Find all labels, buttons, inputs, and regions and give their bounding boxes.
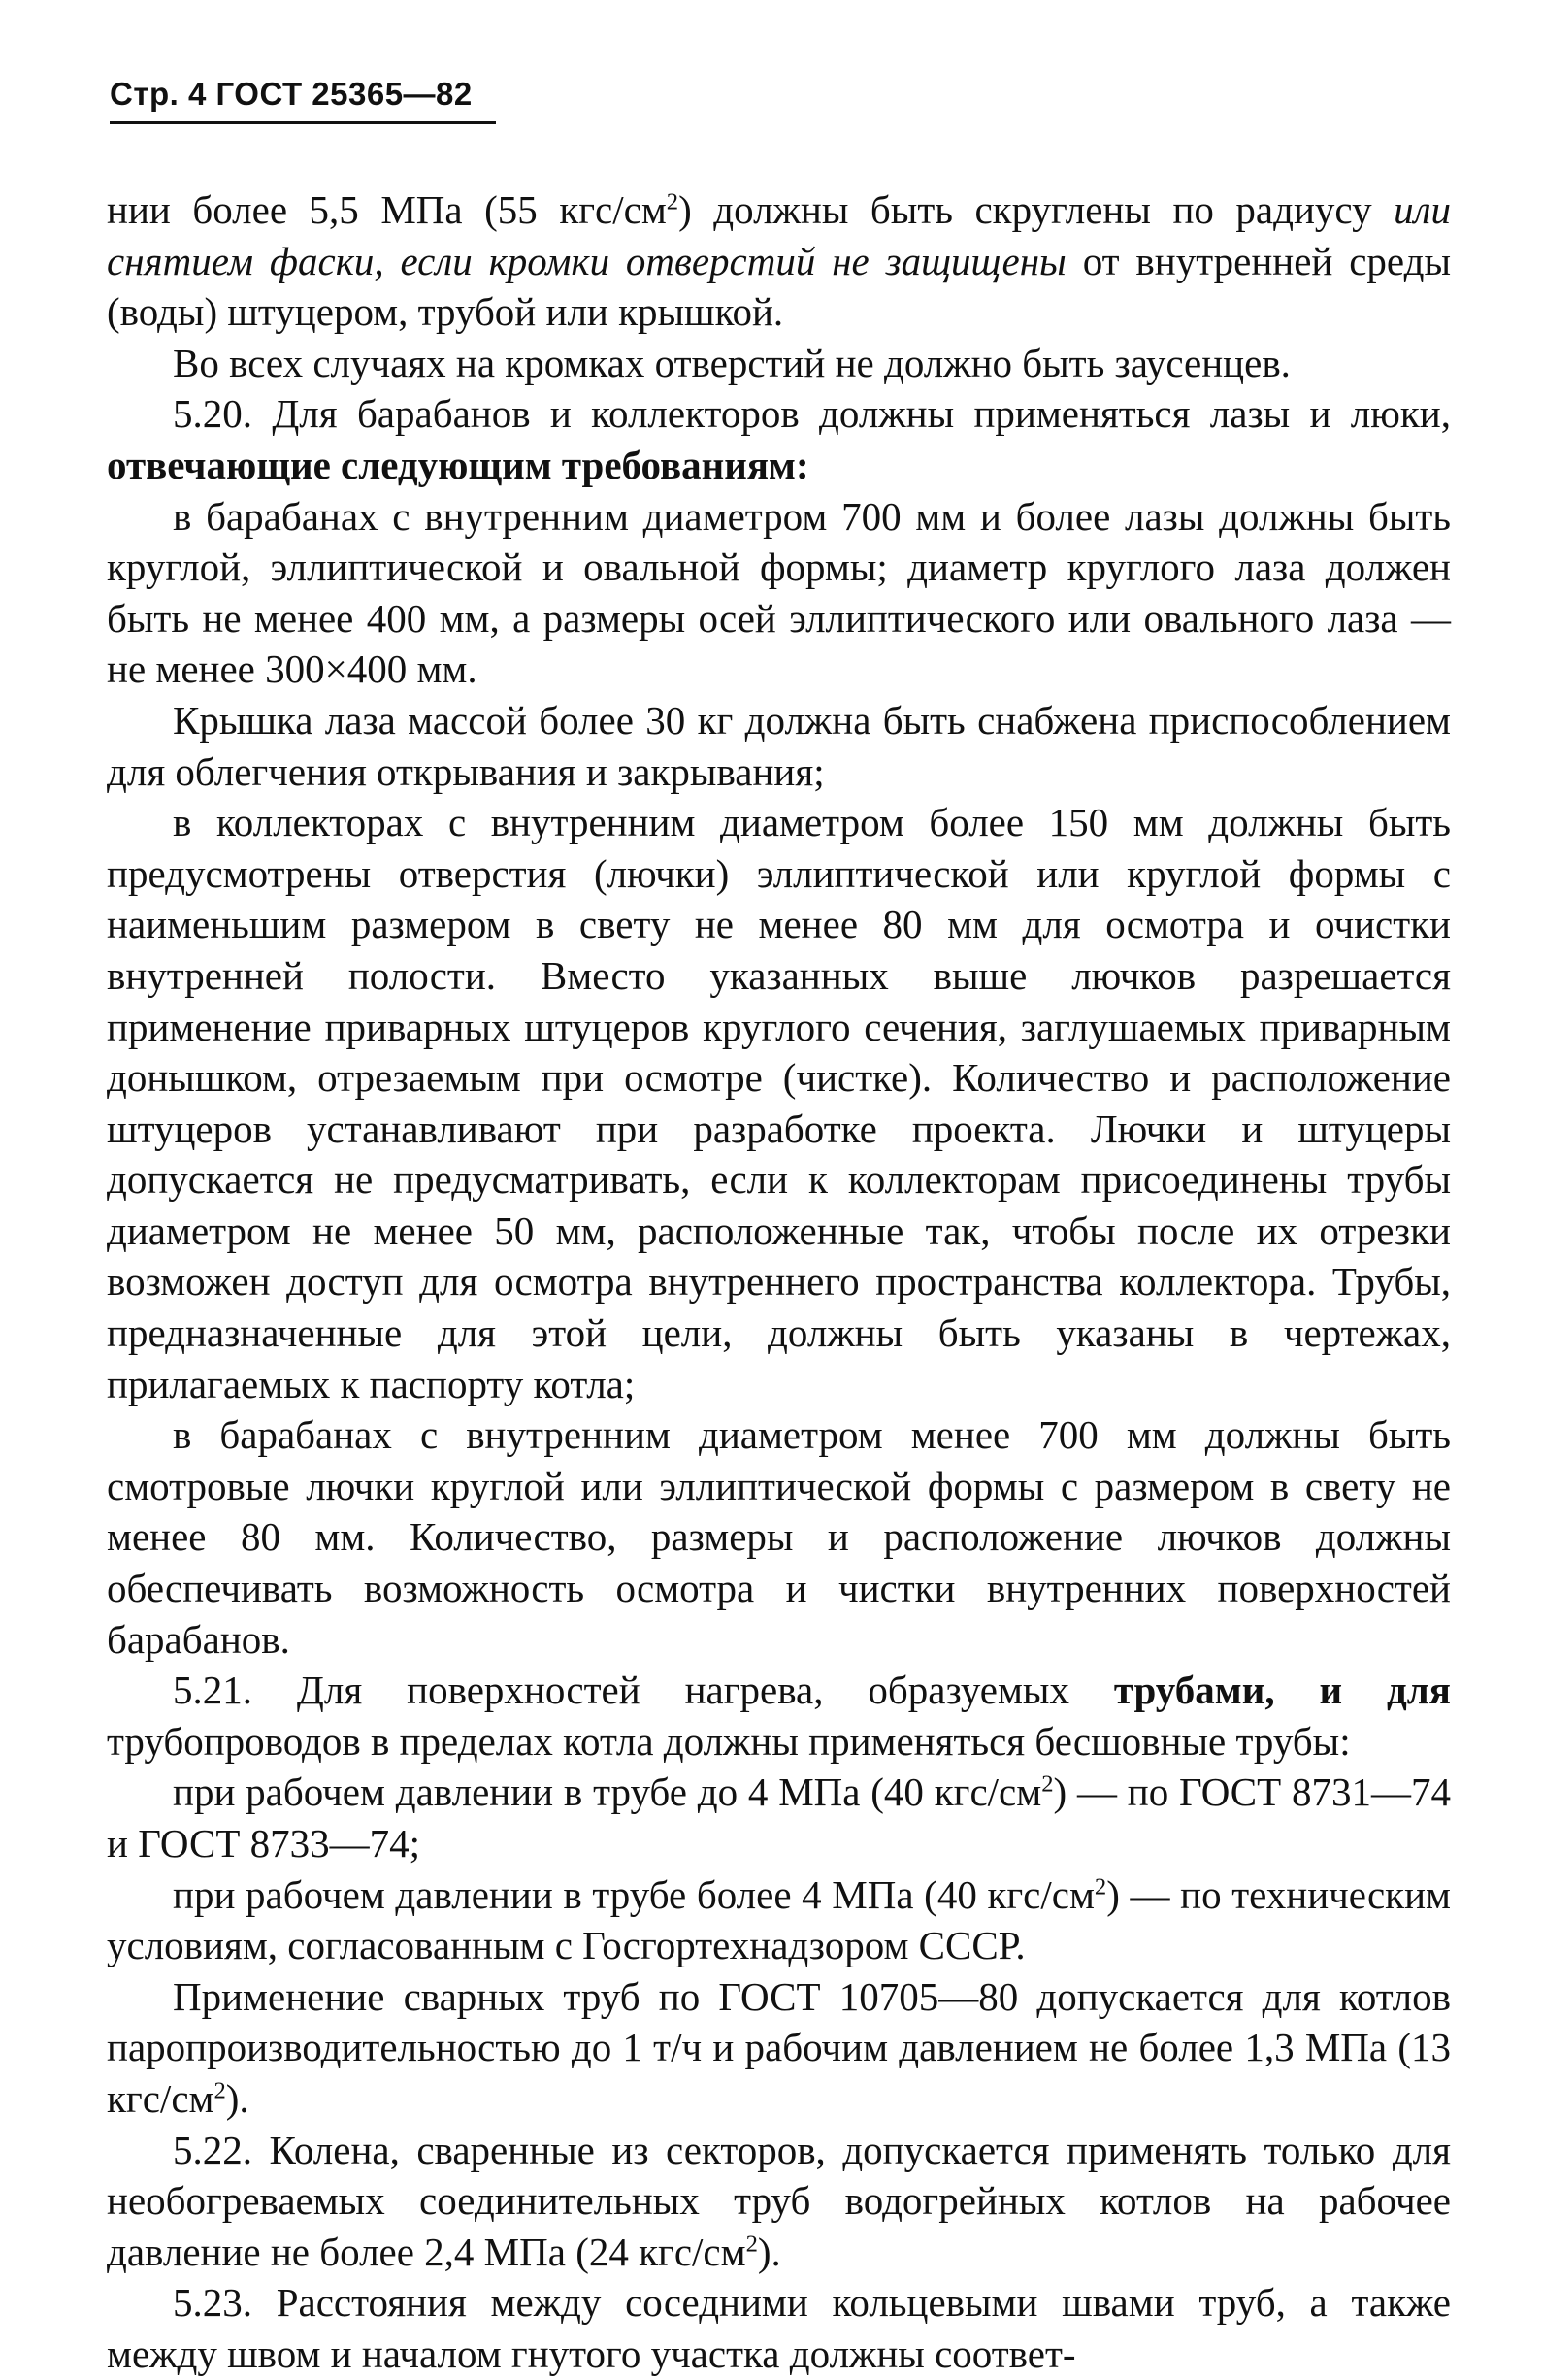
- italic-run: или снятием фаски, если кромки отверстий не защищены: [107, 187, 1451, 283]
- paragraph-collectors: в коллекторах с внутренним диаметром более 150 мм должны быть предусмотрены отверстия (лючки) эллиптической или круглой формы с наименьшим размером в свету не менее 80 мм для осмотра и очистки внутренней полости. Вместо указанных выше лючков разрешается применение приварных штуцеров круглого сечения, заглушаемых приварным донышком, отрезаемым при осмотре (чистке). Количество и расположение штуцеров устанавливают при разработке проекта. Лючки и штуцеры допускается не предусматривать, если к коллекторам присоединены трубы диаметром не менее 50 мм, расположенные так, чтобы после их отрезки возможен доступ для осмотра внутреннего пространства коллектора. Трубы, предназначенные для этой цели, должны быть указаны в чертежах, прилагаемых к паспорту котла;: [107, 800, 1451, 1406]
- superscript: 2: [213, 2077, 226, 2104]
- text-run: 5.20. Для барабанов и коллекторов должны применяться лазы и люки,: [173, 391, 1451, 437]
- bold-run: трубами, и для: [1113, 1668, 1451, 1713]
- paragraph-5-20: [107, 388, 1451, 490]
- paragraph-pressure-up-to-4: [107, 1767, 1451, 1868]
- text-run: Применение сварных труб по ГОСТ 10705—80 допускается для котлов паропроизводительностью до 1 т/ч и рабочим давлением не более 1,3 МПа (13 кгс/см: [107, 1973, 1451, 2121]
- text-run: при рабочем давлении в трубе более 4 МПа (40 кгс/см: [173, 1871, 1095, 1917]
- paragraph-burrs: Во всех случаях на кромках отверстий не должно быть заусенцев.: [173, 340, 1291, 385]
- text-run: 5.21. Для поверхностей нагрева, образуемых: [173, 1668, 1114, 1713]
- text-run: ).: [225, 2075, 249, 2121]
- paragraph-welded-pipes: [107, 1971, 1451, 2125]
- text-run: ) — по ГОСТ 8731—74 и ГОСТ 8733—74;: [107, 1769, 1451, 1866]
- text-run: нии более 5,5 МПа (55 кгс/см: [107, 187, 667, 232]
- superscript: 2: [745, 2231, 758, 2257]
- paragraph-5-23: 5.23. Расстояния между соседними кольцевыми швами труб, а также между швом и началом гнутого участка должны соответ-: [107, 2280, 1451, 2376]
- page-header: Стр. 4 ГОСТ 25365—82: [110, 76, 496, 124]
- text-run: от внутренней среды (воды) штуцером, трубой или крышкой.: [107, 238, 1451, 335]
- text-run: трубопроводов в пределах котла должны применяться бесшовные трубы:: [107, 1718, 1351, 1764]
- paragraph-manhole-cover: Крышка лаза массой более 30 кг должна быть снабжена приспособлением для облегчения открывания и закрывания;: [107, 697, 1451, 794]
- superscript: 2: [1041, 1770, 1054, 1798]
- text-run: 5.22. Колена, сваренные из секторов, допускается применять только для необогреваемых соединительных труб водогрейных котлов на рабочее давление не более 2,4 МПа (24 кгс/см: [107, 2127, 1451, 2274]
- paragraph-drums-700: в барабанах с внутренним диаметром 700 мм и более лазы должны быть круглой, эллиптической и овальной формы; диаметр круглого лаза должен быть не менее 400 мм, а размеры осей эллиптического или овального лаза — не менее 300×400 мм.: [107, 493, 1451, 692]
- superscript: 2: [666, 188, 679, 215]
- text-run: ).: [757, 2229, 781, 2274]
- paragraph-continuation: [107, 184, 1451, 338]
- text-run: при рабочем давлении в трубе до 4 МПа (40 кгс/см: [173, 1769, 1042, 1815]
- paragraph-5-21: [107, 1665, 1451, 1767]
- text-run: ) — по техническим условиям, согласованным с Госгортехнадзором СССР.: [107, 1871, 1451, 1968]
- paragraph-pressure-over-4: [107, 1869, 1451, 1971]
- bold-run: отвечающие следующим требованиям:: [107, 442, 809, 487]
- paragraph-drums-less-700: в барабанах с внутренним диаметром менее 700 мм должны быть смотровые лючки круглой или эллиптической формы с размером в свету не менее 80 мм. Количество, размеры и расположение лючков должны обеспечивать возможность осмотра и чистки внутренних поверхностей барабанов.: [107, 1412, 1451, 1662]
- document-body: [107, 184, 1451, 2380]
- superscript: 2: [1094, 1872, 1107, 1900]
- text-run: ) должны быть скруглены по радиусу: [678, 187, 1395, 232]
- paragraph-5-22: [107, 2125, 1451, 2278]
